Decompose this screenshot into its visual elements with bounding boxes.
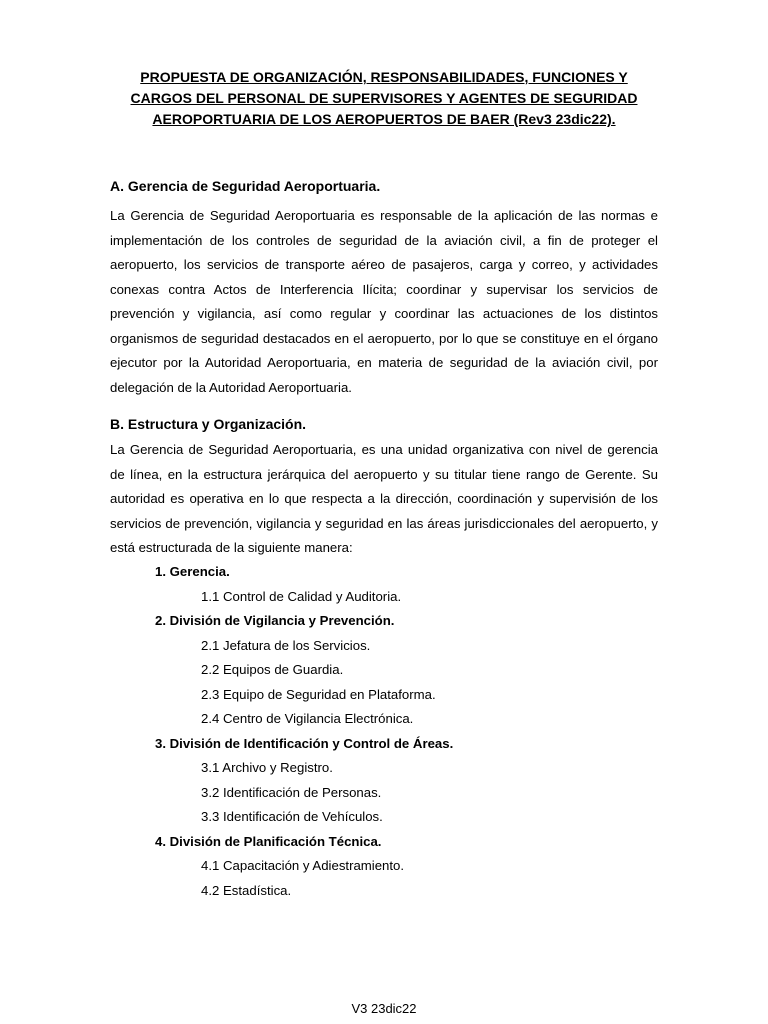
list-item-subunit: 2.1 Jefatura de los Servicios. [201, 637, 371, 653]
list-item-subunit: 4.2 Estadística. [201, 882, 292, 898]
document-title: PROPUESTA DE ORGANIZACIÓN, RESPONSABILIDADES, FUNCIONES Y CARGOS DEL PERSONAL DE SUPERVISORES Y AGENTES DE SEGURIDAD AEROPORTUARIA DE LOS AEROPUERTOS DE BAER (Rev3 23dic22). [130, 69, 638, 127]
list-item-subunit: 2.2 Equipos de Guardia. [201, 662, 344, 677]
list-item-subunit: 3.3 Identificación de Vehículos. [201, 809, 383, 824]
list-item-division: 2. División de Vigilancia y Prevención. [155, 613, 395, 628]
list-item-subunit: 3.1 Archivo y Registro. [201, 760, 333, 775]
page-footer: V3 23dic22 [351, 1001, 417, 1016]
section-b-paragraph: La Gerencia de Seguridad Aeroportuaria, es una unidad organizativa con nivel de gerencia de línea, en la estructura jerárquica del aeropuerto y su titular tiene rango de Gerente. Su autoridad es operativa en lo que respecta a la dirección, coordinación y supervisión de los servicios de prevención, vigilancia y seguridad en las áreas jurisdiccionales del aeropuerto, y está estructurada de la siguiente manera: [110, 442, 658, 555]
list-item-division: 3. División de Identificación y Control de Áreas. [155, 735, 454, 751]
section-a-paragraph: La Gerencia de Seguridad Aeroportuaria es responsable de la aplicación de las normas e implementación de los controles de seguridad de la aviación civil, a fin de proteger el aeropuerto, los servicios de transporte aéreo de pasajeros, carga y correo, y actividades conexas contra Actos de Interferencia Ilícita; coordinar y supervisar los servicios de prevención y vigilancia, así como regular y coordinar las actuaciones de los distintos organismos de seguridad destacados en el aeropuerto, por lo que se constituye en el órgano ejecutor por la Autoridad Aeroportuaria, en materia de seguridad de la aviación civil, por delegación de la Autoridad Aeroportuaria. [110, 208, 658, 395]
list-item-subunit: 3.2 Identificación de Personas. [201, 784, 382, 800]
list-item-subunit: 1.1 Control de Calidad y Auditoria. [201, 588, 402, 604]
list-item-subunit: 2.3 Equipo de Seguridad en Plataforma. [201, 686, 436, 702]
list-item-division: 1. Gerencia. [155, 564, 230, 579]
list-item-division: 4. División de Planificación Técnica. [155, 833, 382, 849]
list-item-subunit: 2.4 Centro de Vigilancia Electrónica. [201, 711, 414, 726]
section-b-heading: B. Estructura y Organización. [110, 416, 307, 432]
section-a-heading: A. Gerencia de Seguridad Aeroportuaria. [110, 178, 381, 194]
list-item-subunit: 4.1 Capacitación y Adiestramiento. [201, 858, 405, 873]
